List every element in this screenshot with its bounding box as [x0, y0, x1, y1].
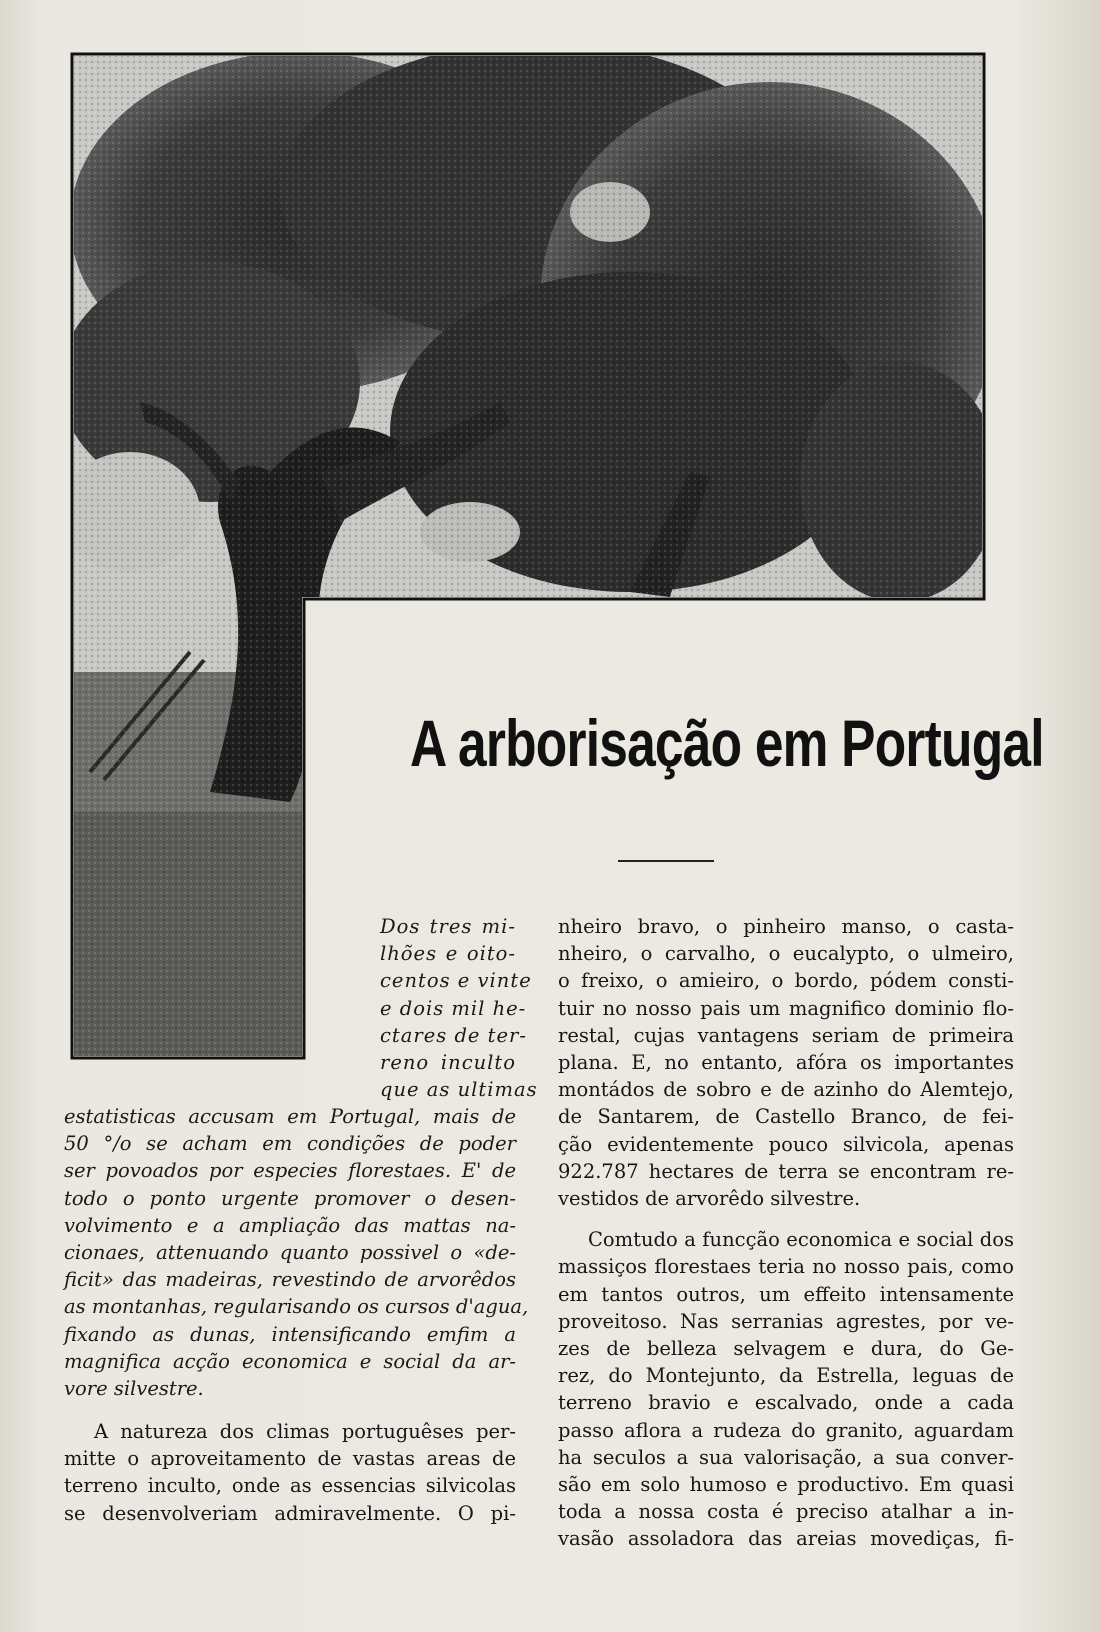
intro-line: ctares de ter-: [380, 1023, 527, 1047]
title-divider: [618, 860, 714, 862]
intro-line: e dois mil he-: [380, 996, 527, 1020]
intro-line: as montanhas, regularisando os cursos d'agua,: [64, 1295, 529, 1319]
body-line: ção evidentemente pouco silvicola, apenas: [558, 1132, 1014, 1156]
body-line: ha seculos a sua valorisação, a sua conver-: [558, 1445, 1014, 1469]
intro-line: Dos tres mi-: [380, 915, 516, 938]
body-line: são em solo humoso e productivo. Em quasi: [558, 1473, 1014, 1497]
body-line: nheiro, o carvalho, o eucalypto, o ulmeiro,: [558, 942, 1014, 966]
body-line: se desenvolveriam admiravelmente. O pi-: [64, 1501, 516, 1525]
intro-line: lhões e oito-: [380, 942, 516, 966]
oak-tree-illustration: [70, 52, 1044, 1060]
intro-line: ficit» das madeiras, revestindo de arvorêdos: [64, 1268, 516, 1292]
body-line: tuir no nosso pais um magnifico dominio flo-: [558, 996, 1014, 1020]
right-column: [558, 913, 1014, 1553]
body-line: proveitoso. Nas serranias agrestes, por ve-: [558, 1309, 1014, 1333]
intro-line: cionaes, attenuando quanto possivel o «de-: [64, 1241, 516, 1265]
body-line: terreno bravio e escalvado, onde a cada: [558, 1391, 1014, 1415]
intro-line: volvimento e a ampliação das mattas na-: [64, 1213, 516, 1237]
intro-line: reno inculto: [380, 1051, 516, 1075]
intro-long-block: [64, 1103, 529, 1402]
body-line: zes de belleza selvagem e dura, do Ge-: [558, 1337, 1014, 1361]
intro-line: todo o ponto urgente promover o desen-: [64, 1186, 516, 1210]
intro-line: estatisticas accusam em Portugal, mais de: [64, 1105, 516, 1128]
body-line: plana. E, no entanto, afóra os importantes: [558, 1051, 1014, 1075]
body-line: rez, do Montejunto, da Estrella, leguas de: [558, 1364, 1014, 1388]
body-line: de Santarem, de Castello Branco, de fei-: [558, 1105, 1014, 1129]
body-line: vasão assoladora das areias movediças, fi-: [558, 1527, 1014, 1551]
intro-line: fixando as dunas, intensificando emfim a: [64, 1322, 516, 1346]
body-line: nheiro bravo, o pinheiro manso, o casta-: [558, 915, 1014, 938]
body-line: passo aflora a rudeza do granito, aguardam: [558, 1418, 1014, 1442]
intro-line: que as ultimas: [380, 1078, 538, 1102]
body-line: montádos de sobro e de azinho do Alemtejo,: [558, 1078, 1014, 1102]
intro-line: centos e vinte: [380, 969, 532, 993]
body-line: restal, cujas vantagens seriam de primeira: [558, 1023, 1014, 1047]
body-line: A natureza dos climas portuguêses per-: [94, 1420, 516, 1443]
intro-short-block: [380, 913, 538, 1103]
intro-line: 50 °/o se acham em condições de poder: [64, 1132, 516, 1156]
intro-line: ser povoados por especies florestaes. E' de: [64, 1159, 516, 1183]
body-line: o freixo, o amieiro, o bordo, pódem consti-: [558, 969, 1014, 993]
left-column-paragraph: [64, 1418, 516, 1527]
body-line: Comtudo a funcção economica e social dos: [588, 1228, 1014, 1252]
body-line: massiços florestaes teria no nosso pais, como: [558, 1255, 1014, 1279]
body-line: terreno inculto, onde as essencias silvicolas: [64, 1474, 516, 1498]
body-line: vestidos de arvorêdo silvestre.: [558, 1187, 861, 1211]
article-title: A arborisação em Portugal: [410, 706, 1044, 780]
body-line: toda a nossa costa é preciso atalhar a in-: [558, 1500, 1014, 1524]
body-line: em tantos outros, um effeito intensamente: [558, 1282, 1014, 1306]
body-line: 922.787 hectares de terra se encontram re-: [558, 1159, 1014, 1183]
intro-line: vore silvestre.: [64, 1377, 204, 1401]
intro-line: magnifica acção economica e social da ar-: [64, 1349, 516, 1373]
body-line: mitte o aproveitamento de vastas areas de: [64, 1447, 516, 1471]
tree-photograph: [70, 52, 1044, 1060]
